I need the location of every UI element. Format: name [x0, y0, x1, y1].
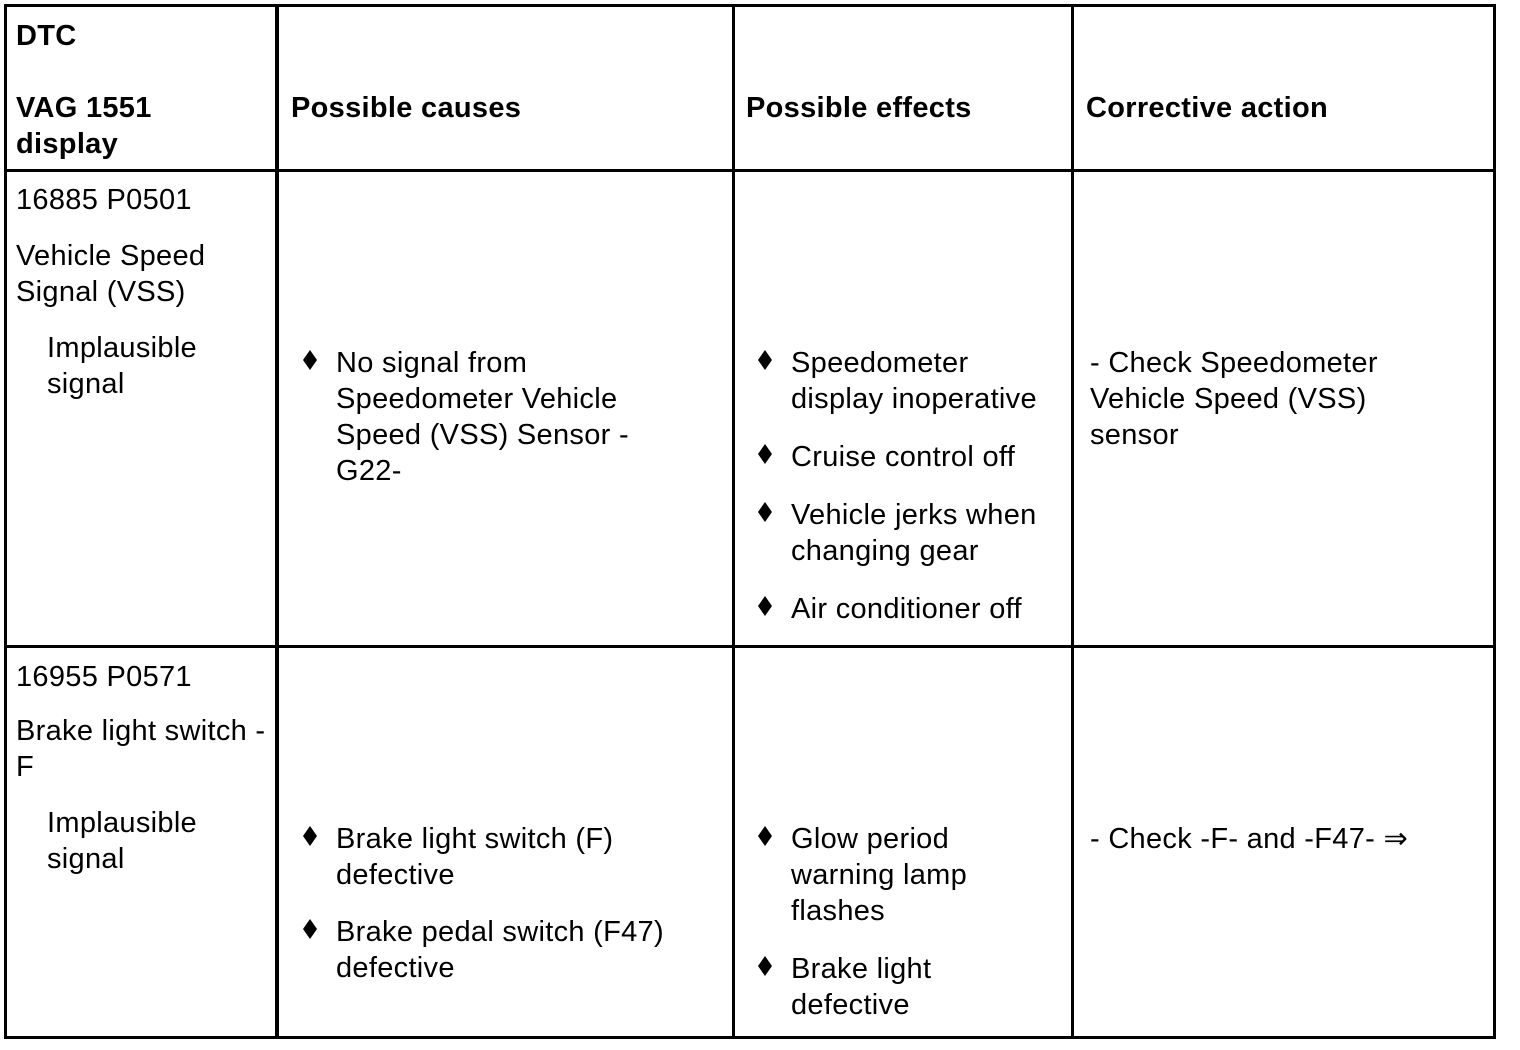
diamond-bullet-icon [301, 825, 319, 847]
diamond-bullet-icon [756, 825, 774, 847]
row1-dtc-name: Vehicle Speed Signal (VSS) [16, 240, 206, 308]
table-row-divider [4, 645, 1496, 648]
row2-cause-2: Brake pedal switch (F47) defective [336, 916, 664, 984]
list-item [756, 951, 991, 1023]
row1-dtc-code: 16885 P0501 [16, 184, 192, 216]
row1-effect-4: Air conditioner off [791, 593, 1022, 625]
table-divider-col1 [275, 4, 279, 1039]
row2-effect-1: Glow period warning lamp flashes [791, 823, 968, 927]
list-item [756, 591, 1061, 627]
header-dtc-display: VAG 1551 display [16, 92, 152, 160]
diamond-bullet-icon [301, 349, 319, 371]
row2-effects-cell [756, 821, 1016, 1023]
header-possible-causes: Possible causes [291, 92, 522, 124]
table-header-divider [4, 169, 1496, 172]
list-item [301, 914, 701, 986]
row1-effect-1: Speedometer display inoperative [791, 347, 1037, 415]
row1-effect-2: Cruise control off [791, 441, 1016, 473]
header-corrective-action: Corrective action [1086, 92, 1329, 124]
diamond-bullet-icon [756, 955, 774, 977]
list-item [756, 821, 1016, 929]
diamond-bullet-icon [301, 918, 319, 940]
row1-effect-3: Vehicle jerks when changing gear [791, 499, 1037, 567]
diamond-bullet-icon [756, 443, 774, 465]
table-border-bottom [4, 1036, 1496, 1039]
row2-dtc-condition: Implausible signal [47, 807, 197, 875]
row1-action-cell: - Check Speedometer Vehicle Speed (VSS) sensor [1090, 347, 1378, 451]
header-possible-effects: Possible effects [746, 92, 972, 124]
row2-effect-2: Brake light defective [791, 953, 932, 1021]
table-divider-col2 [732, 4, 735, 1039]
list-item [301, 345, 681, 489]
diamond-bullet-icon [756, 595, 774, 617]
list-item [301, 821, 701, 893]
list-item [756, 497, 1061, 569]
row2-cause-1: Brake light switch (F) defective [336, 823, 614, 891]
list-item [756, 345, 1061, 417]
row1-dtc-cell [16, 182, 266, 402]
row1-causes-cell [301, 345, 681, 489]
row2-dtc-name: Brake light switch - F [16, 715, 266, 783]
row1-cause-1: No signal from Speedometer Vehicle Speed (VSS) Sensor - G22- [336, 347, 629, 487]
header-dtc-title: DTC [16, 20, 77, 52]
table-border-right [1493, 4, 1496, 1039]
row1-effects-cell [756, 345, 1061, 627]
header-dtc-cell [16, 18, 266, 162]
row2-causes-cell [301, 821, 701, 986]
row2-dtc-code: 16955 P0571 [16, 661, 192, 693]
row2-action-cell [1090, 821, 1480, 857]
list-item [756, 439, 1061, 475]
diamond-bullet-icon [756, 349, 774, 371]
row1-dtc-condition: Implausible signal [47, 332, 197, 400]
diamond-bullet-icon [756, 501, 774, 523]
row2-dtc-cell [16, 659, 271, 877]
row2-action-link[interactable]: - Check -F- and -F47- ⇒ [1090, 823, 1409, 855]
table-border-top [4, 4, 1496, 7]
table-divider-col3 [1071, 4, 1074, 1039]
table-border-left [4, 4, 7, 1039]
